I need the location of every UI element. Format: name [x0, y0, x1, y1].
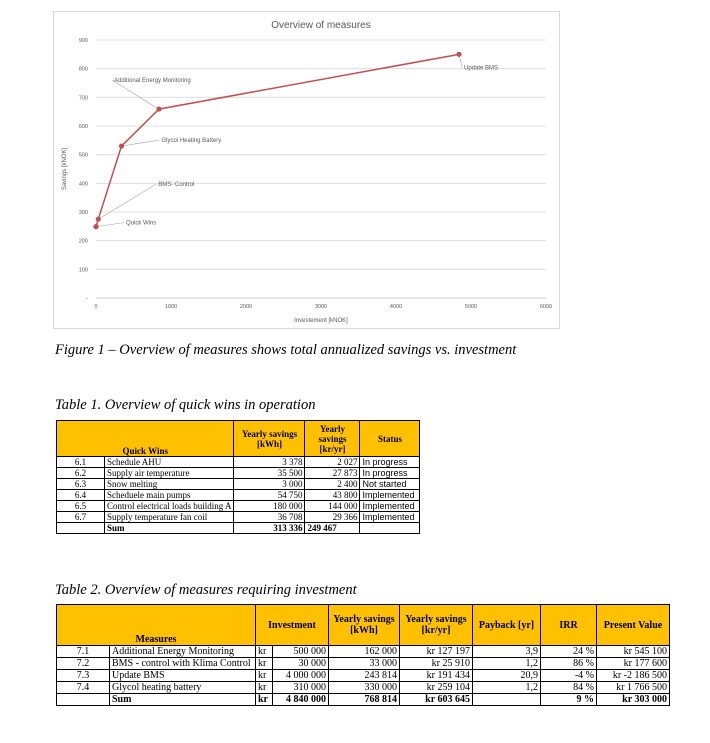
row-status: In progress	[360, 468, 420, 479]
sum-empty-id	[57, 694, 110, 706]
row-status: Implemented	[360, 490, 420, 501]
y-tick-label: 700	[78, 95, 88, 102]
table1-header-row	[57, 421, 420, 457]
row-present-value: kr 545 100	[597, 646, 670, 658]
row-payback: 1,2	[473, 682, 541, 694]
sum-kr: 249 467	[305, 523, 360, 534]
table-row	[57, 468, 420, 479]
data-point	[96, 217, 101, 222]
row-id: 7.1	[57, 646, 110, 658]
row-kr: 27 873	[305, 468, 360, 479]
data-label: Update BMS	[464, 65, 499, 72]
row-kr: kr 259 104	[400, 682, 473, 694]
chart-title: Overview of measures	[271, 20, 371, 31]
row-currency: kr	[256, 670, 273, 682]
sum-kwh: 768 814	[329, 694, 400, 706]
row-kwh: 35 500	[234, 468, 305, 479]
row-status: Implemented	[360, 512, 420, 523]
row-kr: 29 366	[305, 512, 360, 523]
investment-measures-table	[56, 604, 670, 706]
data-label: Quick Wins	[126, 220, 157, 227]
row-payback: 1,2	[473, 658, 541, 670]
x-tick-label: 6000	[539, 304, 553, 310]
y-tick-label: -	[86, 296, 88, 302]
row-id: 7.4	[57, 682, 110, 694]
x-tick-label: 1000	[164, 304, 178, 310]
row-id: 6.5	[57, 501, 105, 512]
x-tick-label: 5000	[464, 304, 478, 310]
row-kwh: 330 000	[329, 682, 400, 694]
row-id: 7.3	[57, 670, 110, 682]
data-label-leader	[96, 223, 124, 227]
header-yearly-kwh: Yearly savings [kWh]	[329, 605, 400, 646]
row-kwh: 3 378	[234, 457, 305, 468]
row-id: 6.7	[57, 512, 105, 523]
x-axis-label: Investement [kNOK]	[294, 318, 348, 324]
data-label: Additional Energy Monitoring	[114, 78, 191, 85]
sum-irr: 9 %	[541, 694, 597, 706]
header-investment: Investment	[256, 605, 329, 646]
row-currency: kr	[256, 658, 273, 670]
data-label: BMS- Control	[158, 182, 195, 189]
data-point	[119, 143, 124, 148]
row-kwh: 54 750	[234, 490, 305, 501]
row-name: Schedule AHU	[105, 457, 234, 468]
sum-empty-id	[57, 523, 105, 534]
row-name: Glycol heating battery	[110, 682, 256, 694]
row-payback: 20,9	[473, 670, 541, 682]
row-kr: 43 800	[305, 490, 360, 501]
header-irr: IRR	[541, 605, 597, 646]
x-tick-label: 4000	[389, 304, 403, 310]
row-kwh: 243 814	[329, 670, 400, 682]
row-kr: kr 191 434	[400, 670, 473, 682]
savings-vs-investment-chart	[54, 12, 561, 330]
row-name: Supply air temperature	[105, 468, 234, 479]
table2-header-row	[57, 605, 670, 646]
table-row	[57, 658, 670, 670]
row-investment: 4 000 000	[273, 670, 329, 682]
row-name: Supply temperature fan coil	[105, 512, 234, 523]
sum-label: Sum	[105, 523, 234, 534]
x-tick-label: 3000	[314, 304, 328, 310]
x-tick-label: 2000	[239, 304, 253, 310]
row-present-value: kr -2 186 500	[597, 670, 670, 682]
header-measures: Measures	[57, 605, 256, 646]
header-status: Status	[360, 421, 420, 457]
table2-caption: Table 2. Overview of measures requiring investment	[55, 582, 357, 598]
table-row	[57, 479, 420, 490]
header-payback: Payback [yr]	[473, 605, 541, 646]
row-id: 6.4	[57, 490, 105, 501]
row-id: 7.2	[57, 658, 110, 670]
header-yearly-kr: Yearly savings [kr/yr]	[400, 605, 473, 646]
y-tick-label: 800	[78, 66, 88, 73]
sum-kwh: 313 336	[234, 523, 305, 534]
row-name: Control electrical loads building A	[105, 501, 234, 512]
header-quick-wins: Quick Wins	[57, 421, 234, 457]
table-row	[57, 682, 670, 694]
y-axis-label: Savings [kNOK]	[62, 147, 68, 191]
row-name: BMS - control with Klima Control	[110, 658, 256, 670]
sum-present-value: kr 303 000	[597, 694, 670, 706]
row-present-value: kr 177 600	[597, 658, 670, 670]
y-tick-label: 600	[78, 124, 88, 130]
figure-caption: Figure 1 – Overview of measures shows total annualized savings vs. investment	[55, 342, 517, 358]
row-kr: 2 027	[305, 457, 360, 468]
sum-status-empty	[360, 523, 420, 534]
data-point	[156, 106, 161, 111]
header-yearly-kwh: Yearly savings [kWh]	[234, 421, 305, 457]
table-row	[57, 501, 420, 512]
y-tick-label: 500	[78, 152, 88, 159]
table-row	[57, 670, 670, 682]
row-kr: 144 000	[305, 501, 360, 512]
chart-panel	[53, 11, 560, 329]
row-kr: kr 25 910	[400, 658, 473, 670]
sum-kr: kr 603 645	[400, 694, 473, 706]
data-point	[456, 52, 461, 57]
row-kr: kr 127 197	[400, 646, 473, 658]
row-irr: 24 %	[541, 646, 597, 658]
row-id: 6.2	[57, 468, 105, 479]
x-tick-label: 0	[94, 304, 98, 310]
row-investment: 310 000	[273, 682, 329, 694]
row-kwh: 36 708	[234, 512, 305, 523]
row-currency: kr	[256, 646, 273, 658]
row-payback: 3,9	[473, 646, 541, 658]
data-label-leader	[112, 80, 159, 109]
data-label: Glycol Heating Battery	[161, 138, 222, 145]
row-status: Not started	[360, 479, 420, 490]
data-point	[93, 224, 98, 229]
sum-currency: kr	[256, 694, 273, 706]
sum-label: Sum	[110, 694, 256, 706]
header-present-value: Present Value	[597, 605, 670, 646]
table-row	[57, 490, 420, 501]
row-irr: 86 %	[541, 658, 597, 670]
row-present-value: kr 1 766 500	[597, 682, 670, 694]
row-kwh: 33 000	[329, 658, 400, 670]
table2-sum-row	[57, 694, 670, 706]
row-investment: 500 000	[273, 646, 329, 658]
row-id: 6.3	[57, 479, 105, 490]
table-row	[57, 646, 670, 658]
y-tick-label: 400	[78, 181, 88, 188]
sum-investment: 4 840 000	[273, 694, 329, 706]
row-name: Additional Energy Monitoring	[110, 646, 256, 658]
row-kr: 2 400	[305, 479, 360, 490]
y-tick-label: 300	[78, 210, 88, 216]
row-irr: -4 %	[541, 670, 597, 682]
row-id: 6.1	[57, 457, 105, 468]
row-name: Update BMS	[110, 670, 256, 682]
row-status: In progress	[360, 457, 420, 468]
row-kwh: 162 000	[329, 646, 400, 658]
quick-wins-table	[56, 420, 420, 534]
row-name: Scheduele main pumps	[105, 490, 234, 501]
row-currency: kr	[256, 682, 273, 694]
row-kwh: 3 000	[234, 479, 305, 490]
row-kwh: 180 000	[234, 501, 305, 512]
table-row	[57, 457, 420, 468]
table1-caption: Table 1. Overview of quick wins in operation	[55, 397, 316, 413]
table-row	[57, 512, 420, 523]
row-name: Snow melting	[105, 479, 234, 490]
y-tick-label: 900	[78, 38, 88, 44]
y-tick-label: 200	[78, 238, 88, 245]
row-status: Implemented	[360, 501, 420, 512]
row-investment: 30 000	[273, 658, 329, 670]
y-tick-label: 100	[78, 267, 88, 274]
sum-payback-empty	[473, 694, 541, 706]
header-yearly-kr: Yearly savings [kr/yr]	[305, 421, 360, 457]
row-irr: 84 %	[541, 682, 597, 694]
table1-sum-row	[57, 523, 420, 534]
